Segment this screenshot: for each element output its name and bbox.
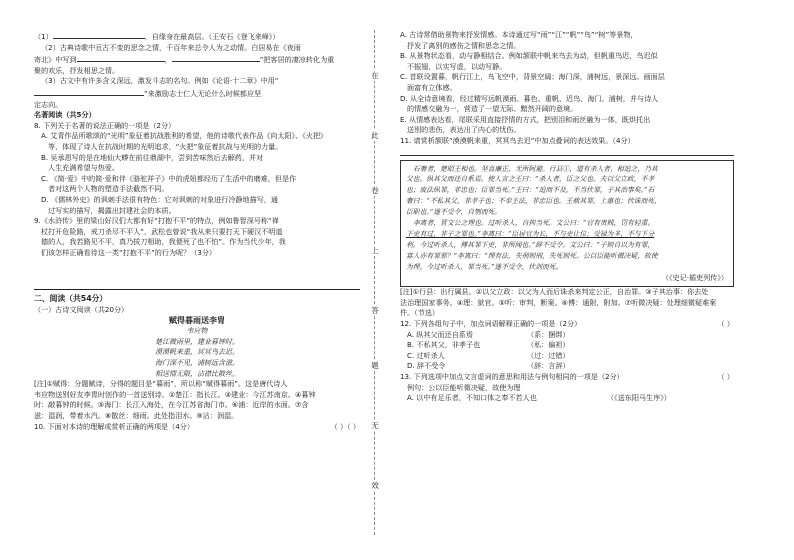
q10-option-cont: 抒发了离别的感伤之情和思念之情。 — [407, 40, 521, 50]
q12-option — [400, 330, 734, 341]
q13-stem — [400, 372, 734, 383]
reading-header: 名著阅读（共5分） — [34, 110, 96, 120]
passage-source: （《史记·循吏列传》） — [661, 272, 728, 282]
passage-line: 为理。今过听杀人，罪当死。”遂不受令，伏剑而死。 — [406, 262, 563, 271]
q10-option-cont: 不振翅，以实写虚，以动写静。 — [407, 61, 507, 71]
q12-option-text: B. 不私其父，非孝子也 — [407, 340, 481, 350]
q10-option: B. 从景物状态看，动与静相结合。例如颔联中帆来鸟去为动，但帆重鸟迟，鸟迟似 — [400, 51, 658, 61]
fill-line-4: 聚的欢乐，抒发相思之情。 — [34, 65, 120, 75]
seal-char: 效 — [371, 481, 379, 490]
poem-note: 时：敲暮钟的时候。⑤海门：长江入海处，在今江苏省海门市。⑥浦：近岸的水面。⑦含 — [34, 400, 309, 410]
subsection-title: （一）古诗文阅读（共20分） — [34, 305, 129, 315]
classical-passage-box — [400, 160, 734, 288]
q8-option-cont: 等，体现了诗人在抗战时期的光明追求，“火把”象征着抗战与光明的力量。 — [48, 141, 283, 151]
poem-line: 漠漠帆来重，冥冥鸟去迟。 — [155, 348, 239, 357]
passage-line: 石奢者，楚昭王相也。坚直廉正，无所阿避。行县①，道有杀人者，相追之，乃其 — [413, 164, 658, 173]
passage-note: 件。（节选） — [400, 308, 440, 318]
fill-line-6 — [34, 87, 360, 100]
answer-blank[interactable] — [77, 53, 165, 62]
q11-answer-line[interactable] — [400, 147, 734, 156]
section-title: 二、阅读（共54分） — [34, 294, 108, 304]
q10-stem — [34, 422, 360, 433]
section-divider — [34, 289, 360, 290]
answer-paren[interactable]: （ ） — [717, 318, 734, 328]
q10-option-cont: 送别的悲伤，表达出了内心的忧伤。 — [407, 125, 521, 135]
q8-option: D. 《儒林外史》的讽刺手法很有特色：它对讽刺的对象进行冷静地描写，通 — [41, 194, 278, 204]
q13-example: 例句：公以臣能听微决疑，故使为理 — [407, 382, 521, 392]
q8-option-cont: 者对这两个人物的塑造手法截然不同。 — [48, 184, 169, 194]
poem-note: [注]①赋得：分题赋诗，分得的题目是“暮雨”，所以称“赋得暮雨”。这是唐代诗人 — [34, 379, 288, 389]
seal-char: 此 — [371, 131, 379, 140]
fill-prefix: 寄北》中写到 — [34, 55, 77, 65]
left-column — [34, 30, 360, 432]
q9-line: 们该怎样正确看待这一类“打抱不平”的行为呢？（3分） — [41, 247, 217, 257]
q13-option-text: A. 以中有足乐者，不知口体之奉不若人也 — [407, 393, 537, 403]
answer-paren[interactable]: （ ） — [717, 371, 734, 381]
fill-prefix: （1） — [34, 32, 53, 41]
answer-blank[interactable] — [34, 87, 144, 96]
seal-char: 题 — [371, 361, 379, 370]
q12-option-gloss: （辞：言辞） — [527, 361, 570, 371]
q12-text: 12. 下列各组句子中，加点词语解释正确的一项是（2分） — [400, 318, 582, 328]
answer-blank[interactable] — [172, 53, 260, 62]
q10-option-cont: 面富有立体感。 — [407, 82, 457, 92]
fill-line-2: （2）古典诗歌中亘古不变的思念之情，千百年来总令人为之动情。白居易在《夜雨 — [41, 42, 301, 52]
q12-option-gloss: （私：偏袒） — [527, 340, 570, 350]
fill-line-3 — [34, 53, 360, 66]
q8-option: C. 《简·爱》中的简·爱和伴《骆驼祥子》中的虎妞都经历了生活中的磨难，但是作 — [41, 173, 297, 183]
answer-paren[interactable]: （ ）（ ） — [330, 421, 360, 431]
seal-line — [374, 30, 375, 535]
q9-line: 杖打开危险路，戒刀杀尽不平人”，武松也曾说“我从来只要打天下硬汉不明道 — [41, 226, 283, 236]
q9-answer-space[interactable] — [34, 258, 360, 286]
fill-line-5 — [34, 76, 360, 87]
passage-line: 父也。纵其父而还自系焉。使人言之王曰：“杀人者，臣之父也。夫以父立政，不孝 — [406, 175, 655, 184]
seal-char: 在 — [371, 71, 379, 80]
poem-title: 赋得暮雨送李胄 — [169, 315, 225, 325]
fill-line-7: 定志向。 — [34, 99, 63, 109]
q11-stem: 11. 请赏析颔联“漠漠帆来重，冥冥鸟去迟”中加点叠词的表达效果。（4分） — [400, 135, 635, 145]
q12-option-gloss: （过：过错） — [527, 350, 570, 360]
q10-option: A. 古诗常借助景物来抒发情感。本诗通过写“雨”“江”“帆”“鸟”“树”等景物， — [400, 30, 638, 39]
poem-note: 滋：湿润，带着水汽。⑧散丝：细雨。此处指泪水。⑨沾：润湿。 — [34, 411, 239, 420]
passage-line-underlined: 下吏有过，非子之罪也。”李离曰：“臣居官为长，不与吏让位；受禄为多，不与下分 — [406, 229, 655, 238]
q10-text: 10. 下面对本诗的理解或赏析正确的两项是（4分） — [34, 421, 194, 431]
passage-line: 奢曰：“不私其父，非孝子也；不奉主法，非忠臣也。王赦其罪，上惠也；伏诛而死， — [406, 197, 661, 206]
q12-option — [400, 340, 734, 351]
q13-text: 13. 下列选项中加点文言虚词的意思和用法与例句相同的一项是（2分） — [400, 371, 624, 381]
passage-note: 法治理国家事务。④理：狱官。⑤听：审判，断案。⑥傅：通附，附加。⑦听微决疑：处理细微疑难案 — [400, 297, 717, 307]
fill-suffix: ，自缘身在最高层。（王安石《登飞来峰》） — [144, 32, 280, 41]
poem-line: 海门深不见，浦树远含滋。 — [155, 359, 239, 368]
q8-option-cont: 过写实的描写，揭露出封建社会的本质。 — [48, 205, 176, 215]
q13-option-source: （《送东阳马生序》） — [607, 393, 671, 403]
answer-blank[interactable] — [53, 30, 145, 39]
passage-line: 也；废法纵罪，非忠也；臣罪当死。”王曰：“追而不及，不当伏罪，子其治事矣。”石 — [406, 186, 655, 195]
q12-option — [400, 351, 734, 362]
seal-char: 上 — [371, 246, 379, 255]
seal-char: 卷 — [371, 186, 379, 195]
fill-line-1 — [34, 30, 360, 43]
poem-line: 相送情无限，沾襟比散丝。 — [155, 369, 239, 378]
q12-option-text: A. 纵其父而还自系焉 — [407, 329, 473, 339]
passage-line: 李离者，晋文公之理也。过听杀人，自拘当死。文公曰：“官有贵贱，罚有轻重。 — [413, 219, 655, 228]
right-column — [400, 30, 734, 404]
poem-line: 楚江微雨里，建业暮钟时。 — [155, 337, 239, 346]
fill-prefix: （3）古文中有许多含义深远，激发斗志的名句。例如《论语·十二章》中用“ — [41, 76, 279, 86]
q12-option — [400, 361, 734, 372]
passage-line: 利。今过听杀人，傅其罪下吏，非所闻也。”辞不受令。文公曰：“子则自以为有罪， — [406, 240, 655, 249]
seal-char: 答 — [371, 306, 379, 315]
poem-note: 韦应物送别好友李胄时创作的一首送别诗。②楚江：指长江。③建业：今江苏南京。④暮钟 — [34, 389, 316, 399]
fill-suffix: ”把客居的凄凉转化为重 — [259, 55, 335, 65]
q8-option: B. 吴承恩写的是在地仙大蟒在前往鼎湖中，尝到苦味然后去解药，并对 — [41, 152, 264, 162]
poem-author: 韦应物 — [186, 327, 208, 336]
q12-option-gloss: （系：捆绑） — [527, 329, 570, 339]
fill-comma: ， — [164, 55, 172, 65]
q8-option: A. 艾青作品所歌颂的“光明”象征着抗战胜利的希望，他的诗歌代表作品《向太阳》、《火把》 — [41, 131, 328, 141]
q12-option-text: D. 辞不受令 — [407, 361, 446, 371]
q10-option: C. 首联设置暮，帆行江上，鸟飞空中，背景空阔；海门深，浦树远，景深远。画面层 — [400, 72, 665, 82]
seal-char: 无 — [371, 421, 379, 430]
q12-option-text: C. 过听杀人 — [407, 350, 445, 360]
q12-stem — [400, 319, 734, 330]
q9-line: 9.《水浒传》里的梁山好汉们大都有好“打抱不平”的特点，例如鲁智深号称“禅 — [34, 216, 279, 226]
q10-option-cont: 的情感交融为一，营造了一望无际、黯然开阔的意境。 — [407, 104, 578, 114]
q13-option — [400, 393, 734, 404]
q8-stem: 8. 下列关于名著的说法正确的一项是（2分） — [34, 120, 176, 130]
q8-option-cont: 人生充满希望与热爱。 — [48, 163, 119, 173]
q10-option: E. 从情感表达看，尾联采用直接抒情的方式，把别泪和雨丝融为一体，既烘托出 — [400, 114, 651, 124]
passage-note: [注]①行县：出行属县。②以父立政：以父为人而后诛杀来判定公正，自治罪。③子其治事：你去处 — [400, 287, 709, 297]
passage-line: 寡人亦有罪邪？”李离曰：“理有法，失刑则刑，失死则死。公以臣能听微决疑，故使 — [406, 251, 658, 260]
q9-line: 德的人，我若路见不平，真乃拔刀相助，我便死了也不怕”。作为当代少年，我 — [41, 237, 286, 247]
q10-option: D. 从全诗意境看，经过精写远帆漠雨、暮色、重帆、迟鸟、海门、浦树，并与诗人 — [400, 93, 659, 103]
passage-line: 臣职也。”遂不受令，自刎而死。 — [406, 208, 502, 217]
fill-suffix: ”来激励志士仁人无论什么时候都应坚 — [144, 88, 262, 98]
